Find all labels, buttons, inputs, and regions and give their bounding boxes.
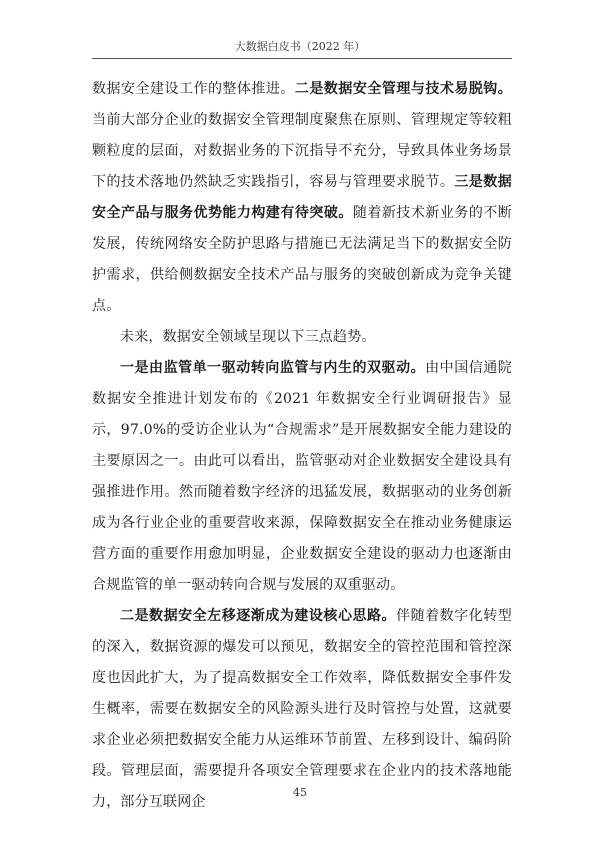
bold-lead-phrase: 二是数据安全管理与技术易脱钩。 [294,81,512,97]
page-header: 大数据白皮书（2022 年） [234,40,366,53]
text-run: 数据安全建设工作的整体推进。 [92,81,295,97]
paragraph [92,74,512,322]
body-text [92,74,512,818]
text-run: 未来，数据安全领域呈现以下三点趋势。 [120,329,376,345]
text-run: 由中国信通院数据安全推进计划发布的《2021 年数据安全行业调研报告》显示，97.0%的受访企业认为“合规需求”是开展数据安全能力建设的主要原因之一。由此可以看出，监管驱动对企业数据安全建设具有强推进作用。然而随着数字经济的迅猛发展，数据驱动的业务创新成为各行业企业的重要营收来源，保障数据安全在推动业务健康运营方面的重要作用愈加明显，企业数据安全建设的驱动力也逐渐由合规监管的单一驱动转向合规与发展的双重驱动。 [92,360,512,593]
bold-lead-phrase: 二是数据安全左移逐渐成为建设核心思路。 [120,608,397,624]
text-run: 当前大部分企业的数据安全管理制度聚焦在原则、管理规定等较粗颗粒度的层面，对数据业务的下沉指导不充分，导致具体业务场景下的技术落地仍然缺乏实践指引，容易与管理要求脱节。 [92,112,512,190]
bold-lead-phrase: 三是数据安全产品与服务优势能力构建有待突破。 [92,174,512,221]
header-divider [92,58,512,59]
page-number: 45 [293,786,307,799]
text-run: 随着新技术新业务的不断发展，传统网络安全防护思路与措施已无法满足当下的数据安全防护需求，供给侧数据安全技术产品与服务的突破创新成为竞争关键点。 [92,205,512,314]
bold-lead-phrase: 一是由监管单一驱动转向监管与内生的双驱动。 [120,360,426,376]
paragraph [92,322,512,353]
text-run: 伴随着数字化转型的深入，数据资源的爆发可以预见，数据安全的管控范围和管控深度也因此扩大，为了提高数据安全工作效率，降低数据安全事件发生概率，需要在数据安全的风险源头进行及时管控与处置，这就要求企业必须把数据安全能力从运维环节前置、左移到设计、编码阶段。管理层面，需要提升各项安全管理要求在企业内的技术落地能力，部分互联网企 [92,608,512,810]
paragraph [92,353,512,601]
